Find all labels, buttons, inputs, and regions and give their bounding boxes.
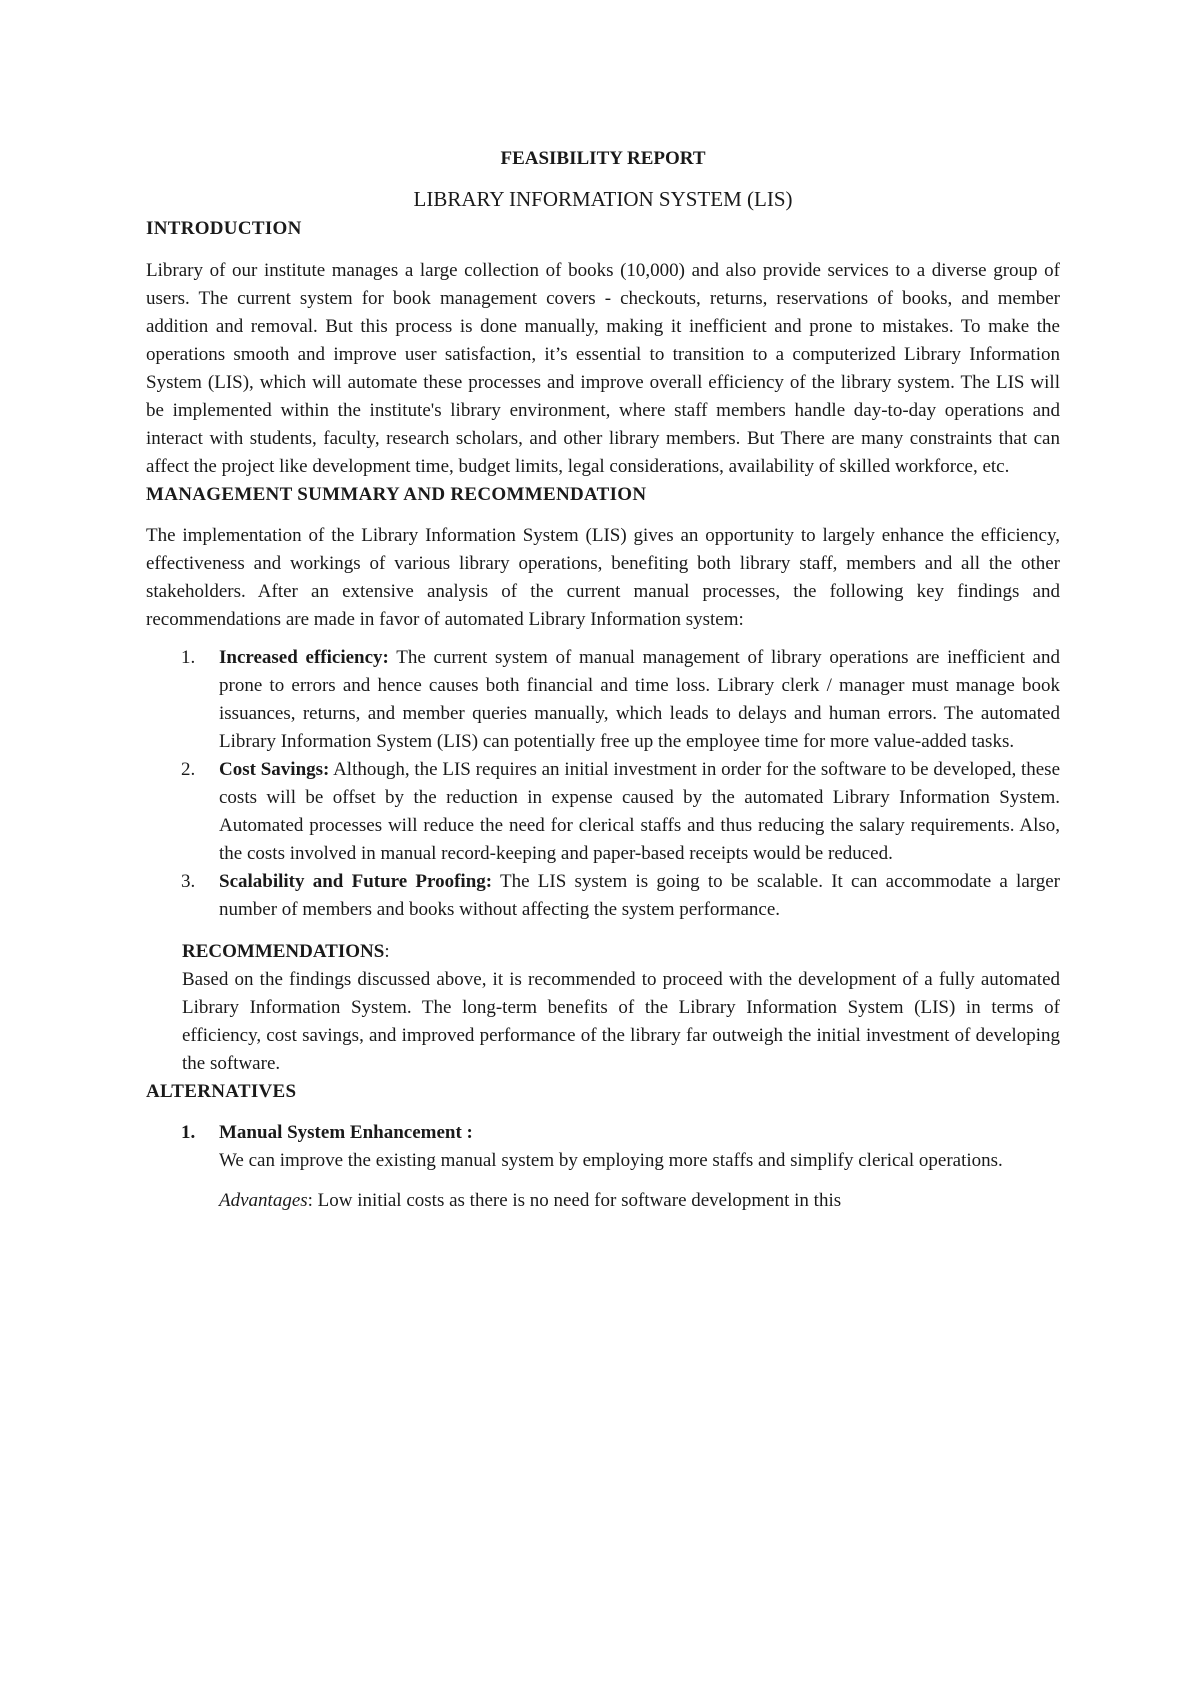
alternative-advantages bbox=[219, 1187, 1060, 1215]
document-subtitle: LIBRARY INFORMATION SYSTEM (LIS) bbox=[413, 187, 793, 211]
finding-text: The LIS system is going to be scalable. It can accommodate a larger number of members and books without affecting the system performance. bbox=[219, 871, 1060, 920]
recommendations-paragraph: Based on the findings discussed above, it is recommended to proceed with the development of a fully automated Library Information System. The long-term benefits of the Library Information System (LIS) in terms of efficiency, cost savings, and improved performance of the library far outweigh the initial investment of developing the software. bbox=[182, 969, 1060, 1074]
finding-item bbox=[146, 644, 1060, 756]
finding-item bbox=[146, 868, 1060, 924]
finding-text: Although, the LIS requires an initial investment in order for the software to be developed, these costs will be offset by the reduction in expense caused by the automated Library Information System. Automated processes will reduce the need for clerical staffs and thus reducing the salary requirements. Also, the costs involved in manual record-keeping and paper-based receipts would be reduced. bbox=[219, 759, 1061, 864]
finding-number: 3. bbox=[181, 871, 196, 892]
alternative-number: 1. bbox=[181, 1122, 196, 1143]
alternatives-list bbox=[146, 1119, 1060, 1215]
management-summary-heading: MANAGEMENT SUMMARY AND RECOMMENDATION bbox=[146, 484, 647, 505]
alternatives-heading: ALTERNATIVES bbox=[146, 1081, 297, 1102]
alternative-description: We can improve the existing manual system by employing more staffs and simplify clerical operations. bbox=[219, 1150, 1003, 1171]
finding-title: Scalability and Future Proofing: bbox=[219, 871, 493, 892]
finding-item bbox=[146, 756, 1060, 868]
advantages-text: : Low initial costs as there is no need for software development in this bbox=[307, 1190, 842, 1211]
document-title: FEASIBILITY REPORT bbox=[500, 148, 706, 169]
introduction-heading: INTRODUCTION bbox=[146, 218, 302, 239]
advantages-label: Advantages bbox=[219, 1190, 308, 1211]
finding-title: Increased efficiency: bbox=[219, 647, 389, 668]
finding-title: Cost Savings: bbox=[219, 759, 330, 780]
finding-number: 2. bbox=[181, 759, 196, 780]
recommendations-heading: RECOMMENDATIONS: bbox=[182, 941, 390, 962]
alternative-title: Manual System Enhancement : bbox=[219, 1122, 473, 1143]
management-summary-paragraph: The implementation of the Library Information System (LIS) gives an opportunity to largely enhance the efficiency, effectiveness and workings of various library operations, benefiting both library staff, members and all the other stakeholders. After an extensive analysis of the current manual processes, the following key findings and recommendations are made in favor of automated Library Information system: bbox=[146, 525, 1060, 630]
recommendations-block bbox=[146, 938, 1060, 1078]
finding-number: 1. bbox=[181, 647, 196, 668]
alternative-item bbox=[146, 1119, 1060, 1215]
key-findings-list bbox=[146, 644, 1060, 924]
introduction-paragraph: Library of our institute manages a large collection of books (10,000) and also provide services to a diverse group of users. The current system for book management covers - checkouts, returns, reservations of books, and member addition and removal. But this process is done manually, making it inefficient and prone to mistakes. To make the operations smooth and improve user satisfaction, it’s essential to transition to a computerized Library Information System (LIS), which will automate these processes and improve overall efficiency of the library system. The LIS will be implemented within the institute's library environment, where staff members handle day-to-day operations and interact with students, faculty, research scholars, and other library members. But There are many constraints that can affect the project like development time, budget limits, legal considerations, availability of skilled workforce, etc. bbox=[146, 260, 1060, 477]
finding-text: The current system of manual management of library operations are inefficient and prone to errors and hence causes both financial and time loss. Library clerk / manager must manage book issuances, returns, and member queries manually, which leads to delays and human errors. The automated Library Information System (LIS) can potentially free up the employee time for more value-added tasks. bbox=[219, 647, 1060, 752]
document-page bbox=[146, 140, 1060, 1215]
